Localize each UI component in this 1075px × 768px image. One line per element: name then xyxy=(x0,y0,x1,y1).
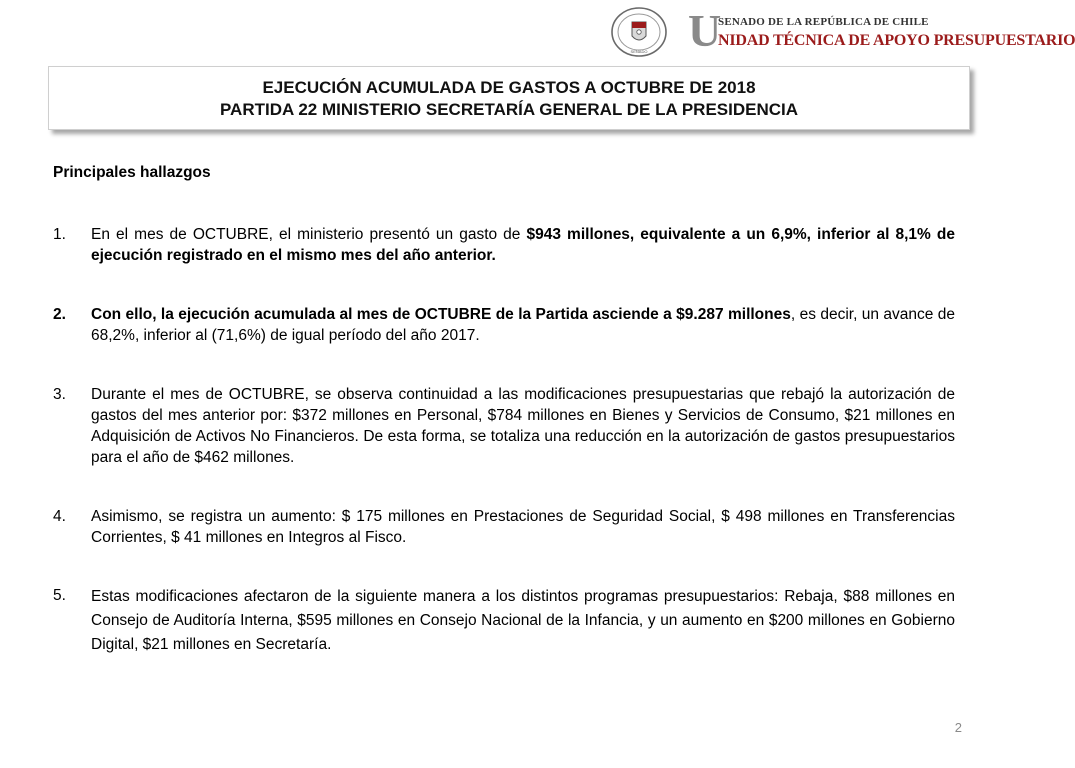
item-text-regular: , es decir, un avance de 68,2%, inferior al (71,6%) de igual período del año 2017. xyxy=(91,306,956,344)
page-number: 2 xyxy=(954,720,962,735)
list-item xyxy=(53,224,955,266)
list-item xyxy=(53,506,955,548)
findings-list xyxy=(53,224,955,657)
section-heading: Principales hallazgos xyxy=(53,164,211,181)
brand-initial: U xyxy=(688,5,722,56)
svg-text:SENADO: SENADO xyxy=(630,49,648,54)
list-item xyxy=(53,304,955,346)
item-number: 5. xyxy=(53,587,66,604)
header-logo xyxy=(608,5,1075,58)
item-text-bold: $943 millones, equivalente a un 6,9%, inferior al 8,1% de ejecución registrado en el mismo mes del año anterior. xyxy=(91,226,955,264)
title-line-2: PARTIDA 22 MINISTERIO SECRETARÍA GENERAL DE LA PRESIDENCIA xyxy=(219,100,799,119)
item-number: 2. xyxy=(53,306,66,323)
list-item xyxy=(53,585,955,657)
brand-subtitle: SENADO DE LA REPÚBLICA DE CHILE xyxy=(718,16,929,28)
item-text: Durante el mes de OCTUBRE, se observa continuidad a las modificaciones presupuestarias que rebajó la autorización de gastos del mes anterior por: $372 millones en Personal, $784 millones en Bienes y Servicios de Consumo, $21 millones en Adquisición de Activos No Financieros. De esta forma, se totaliza una reducción en la autorización de gastos presupuestarios para el año de $462 millones. xyxy=(91,386,955,466)
title-box xyxy=(48,66,970,130)
list-item xyxy=(53,384,955,468)
item-text-regular: En el mes de OCTUBRE, el ministerio presentó un gasto de xyxy=(91,226,527,243)
item-text: Estas modificaciones afectaron de la siguiente manera a los distintos programas presupuestarios: Rebaja, $88 millones en Consejo de Auditoría Interna, $595 millones en Consejo Nacional de la Infancia, y un aumento en $200 millones en Gobierno Digital, $21 millones en Secretaría. xyxy=(91,588,955,653)
item-text xyxy=(91,224,955,266)
item-number: 1. xyxy=(53,226,66,243)
item-text: Asimismo, se registra un aumento: $ 175 millones en Prestaciones de Seguridad Social, $ 498 millones en Transferencias Corrientes, $ 41 millones en Integros al Fisco. xyxy=(91,508,955,546)
brand-name: NIDAD TÉCNICA DE APOYO PRESUPUESTARIO xyxy=(718,32,1075,49)
item-text-bold: Con ello, la ejecución acumulada al mes de OCTUBRE de la Partida asciende a $9.287 millones xyxy=(91,306,791,323)
senado-seal-icon xyxy=(610,6,668,58)
item-number: 3. xyxy=(53,386,66,403)
item-text xyxy=(91,304,955,346)
title-line-1: EJECUCIÓN ACUMULADA DE GASTOS A OCTUBRE DE 2018 xyxy=(262,78,756,97)
item-number: 4. xyxy=(53,508,66,525)
